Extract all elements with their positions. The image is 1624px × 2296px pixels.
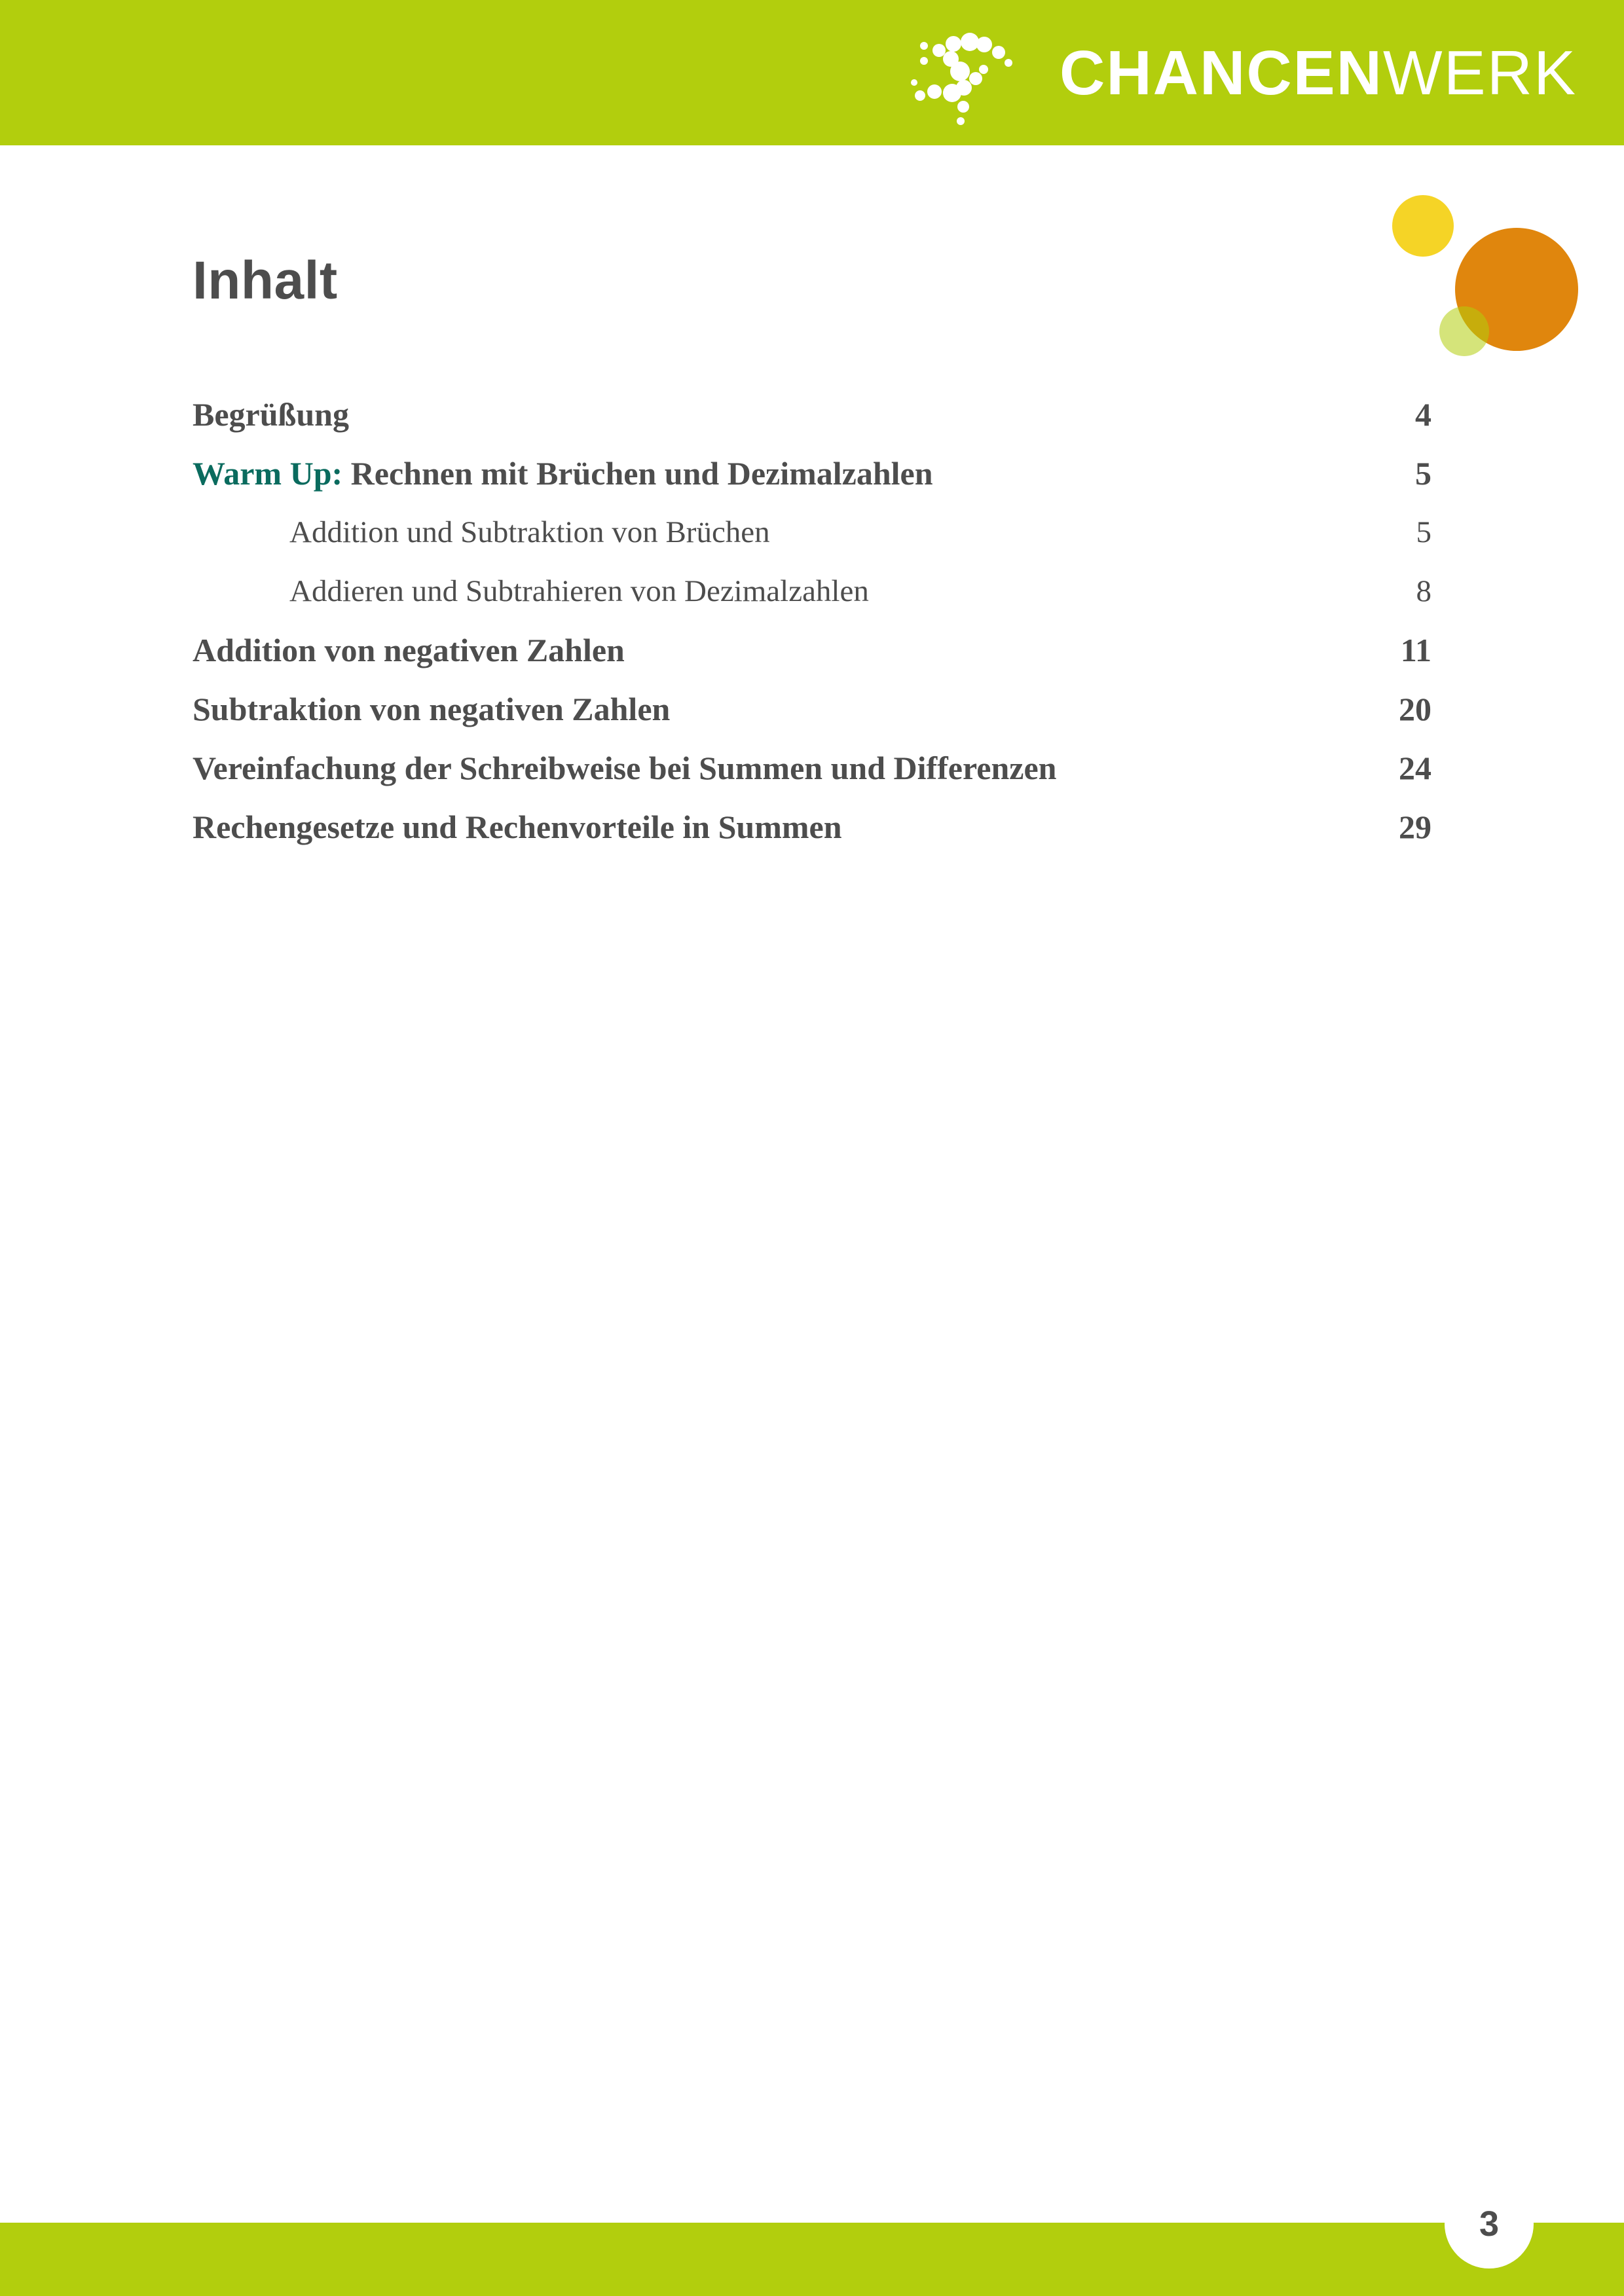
toc-entry-page-number: 8 — [1416, 574, 1431, 608]
toc-entry-page-number: 20 — [1399, 691, 1431, 727]
brand-name-bold: CHANCEN — [1060, 38, 1383, 108]
toc-entry-page-number: 5 — [1415, 455, 1431, 492]
toc-entry-page-number: 4 — [1415, 396, 1431, 433]
footer-band — [0, 2223, 1624, 2296]
chancenwerk-dot-logo-icon — [906, 18, 1037, 129]
page-number-badge: 3 — [1445, 2179, 1534, 2269]
table-of-contents — [193, 385, 1431, 856]
toc-entry-label: Subtraktion von negativen Zahlen — [193, 691, 671, 727]
toc-entry[interactable] — [193, 385, 1431, 444]
header-band — [0, 0, 1624, 145]
decor-circle-yellow — [1392, 195, 1454, 257]
toc-entry[interactable] — [193, 738, 1431, 797]
toc-entry-label: Begrüßung — [193, 396, 349, 433]
toc-entry-label: Addition von negativen Zahlen — [193, 632, 625, 668]
toc-entry-label: Rechengesetze und Rechenvorteile in Summen — [193, 809, 842, 845]
toc-entry[interactable] — [193, 621, 1431, 680]
decor-circle-green — [1439, 306, 1489, 356]
page-title: Inhalt — [193, 251, 338, 310]
toc-entry[interactable] — [193, 444, 1431, 503]
brand-logo — [906, 14, 1577, 132]
toc-entry-page-number: 29 — [1399, 809, 1431, 845]
toc-entry-label: Addieren und Subtrahieren von Dezimalzahlen — [289, 574, 869, 608]
toc-entry-page-number: 24 — [1399, 750, 1431, 786]
brand-wordmark — [1060, 38, 1577, 108]
toc-entry[interactable] — [193, 503, 1431, 562]
toc-entry[interactable] — [193, 562, 1431, 621]
toc-entry[interactable] — [193, 797, 1431, 856]
toc-entry-accent: Warm Up: — [193, 455, 343, 492]
decorative-circles — [1388, 183, 1604, 386]
brand-name-light: WERK — [1383, 38, 1577, 108]
toc-entry[interactable] — [193, 680, 1431, 738]
toc-entry-label: Vereinfachung der Schreibweise bei Summen und Differenzen — [193, 750, 1057, 786]
toc-entry-page-number: 5 — [1416, 515, 1431, 549]
toc-entry-label: Addition und Subtraktion von Brüchen — [289, 515, 770, 549]
toc-entry-page-number: 11 — [1400, 632, 1431, 668]
toc-entry-label: Warm Up: Rechnen mit Brüchen und Dezimalzahlen — [193, 455, 933, 492]
